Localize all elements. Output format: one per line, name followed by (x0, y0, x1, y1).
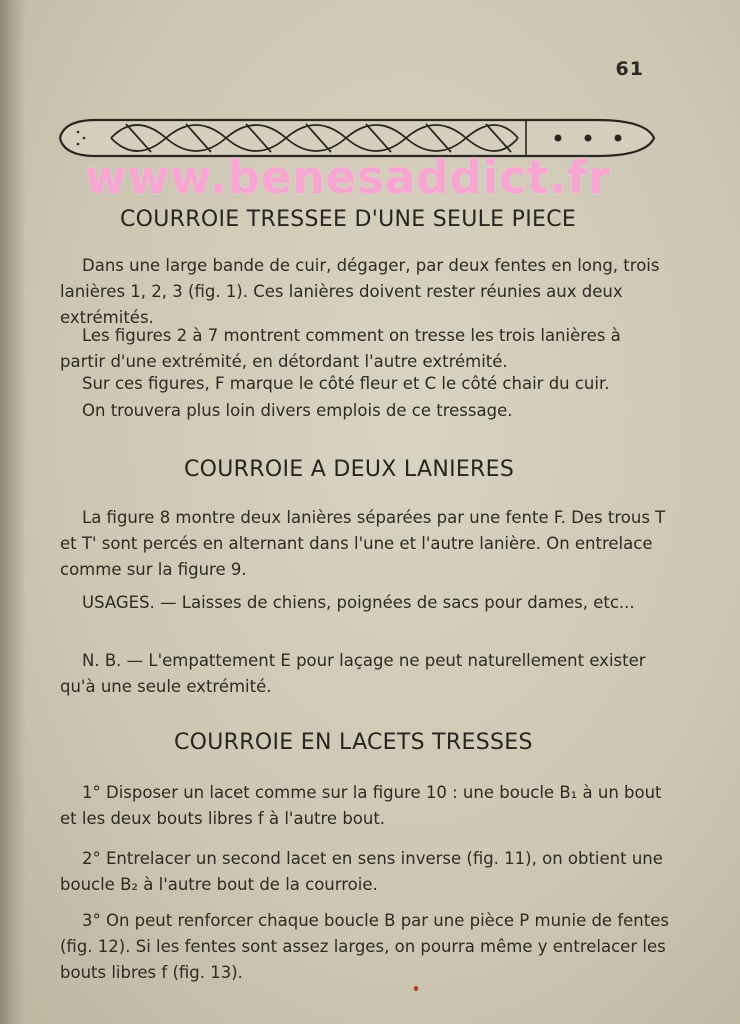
paragraph: N. B. — L'empattement E pour laçage ne peut naturellement exister qu'à une seule extrémité. (60, 651, 646, 696)
paragraph: 1° Disposer un lacet comme sur la figure 10 : une boucle B₁ à un bout et les deux bouts libres f à l'autre bout. (60, 783, 662, 828)
watermark-text: www.benesaddict.fr (84, 151, 612, 204)
paragraph: USAGES. — Laisses de chiens, poignées de sacs pour dames, etc... (82, 593, 635, 612)
paragraph: On trouvera plus loin divers emplois de ce tressage. (82, 401, 513, 420)
section-title-courroie-tressee: COURROIE TRESSEE D'UNE SEULE PIECE (120, 207, 577, 232)
paragraph: 3° On peut renforcer chaque boucle B par une pièce P munie de fentes (fig. 12). Si les fentes sont assez larges, on pourra même y entrelacer les bouts libres f (fig. 13). (60, 911, 669, 982)
ink-speck (414, 986, 418, 991)
paragraph: Dans une large bande de cuir, dégager, par deux fentes en long, trois lanières 1, 2, 3 (fig. 1). Ces lanières doivent rester réunies aux deux extrémités. (60, 256, 660, 327)
paragraph: La figure 8 montre deux lanières séparées par une fente F. Des trous T et T' sont percés en alternant dans l'une et l'autre lanière. On entrelace comme sur la figure 9. (60, 508, 666, 579)
paragraph: 2° Entrelacer un second lacet en sens inverse (fig. 11), on obtient une boucle B₂ à l'autre bout de la courroie. (60, 849, 663, 894)
paragraph: Sur ces figures, F marque le côté fleur et C le côté chair du cuir. (82, 374, 610, 393)
section-title-deux-lanieres: COURROIE A DEUX LANIERES (184, 457, 515, 482)
page-number: 61 (615, 58, 644, 80)
paragraph: Les figures 2 à 7 montrent comment on tresse les trois lanières à partir d'une extrémité, en détordant l'autre extrémité. (60, 326, 621, 371)
section-title-lacets-tresses: COURROIE EN LACETS TRESSES (174, 730, 533, 755)
page-spine-shadow (0, 0, 26, 1024)
